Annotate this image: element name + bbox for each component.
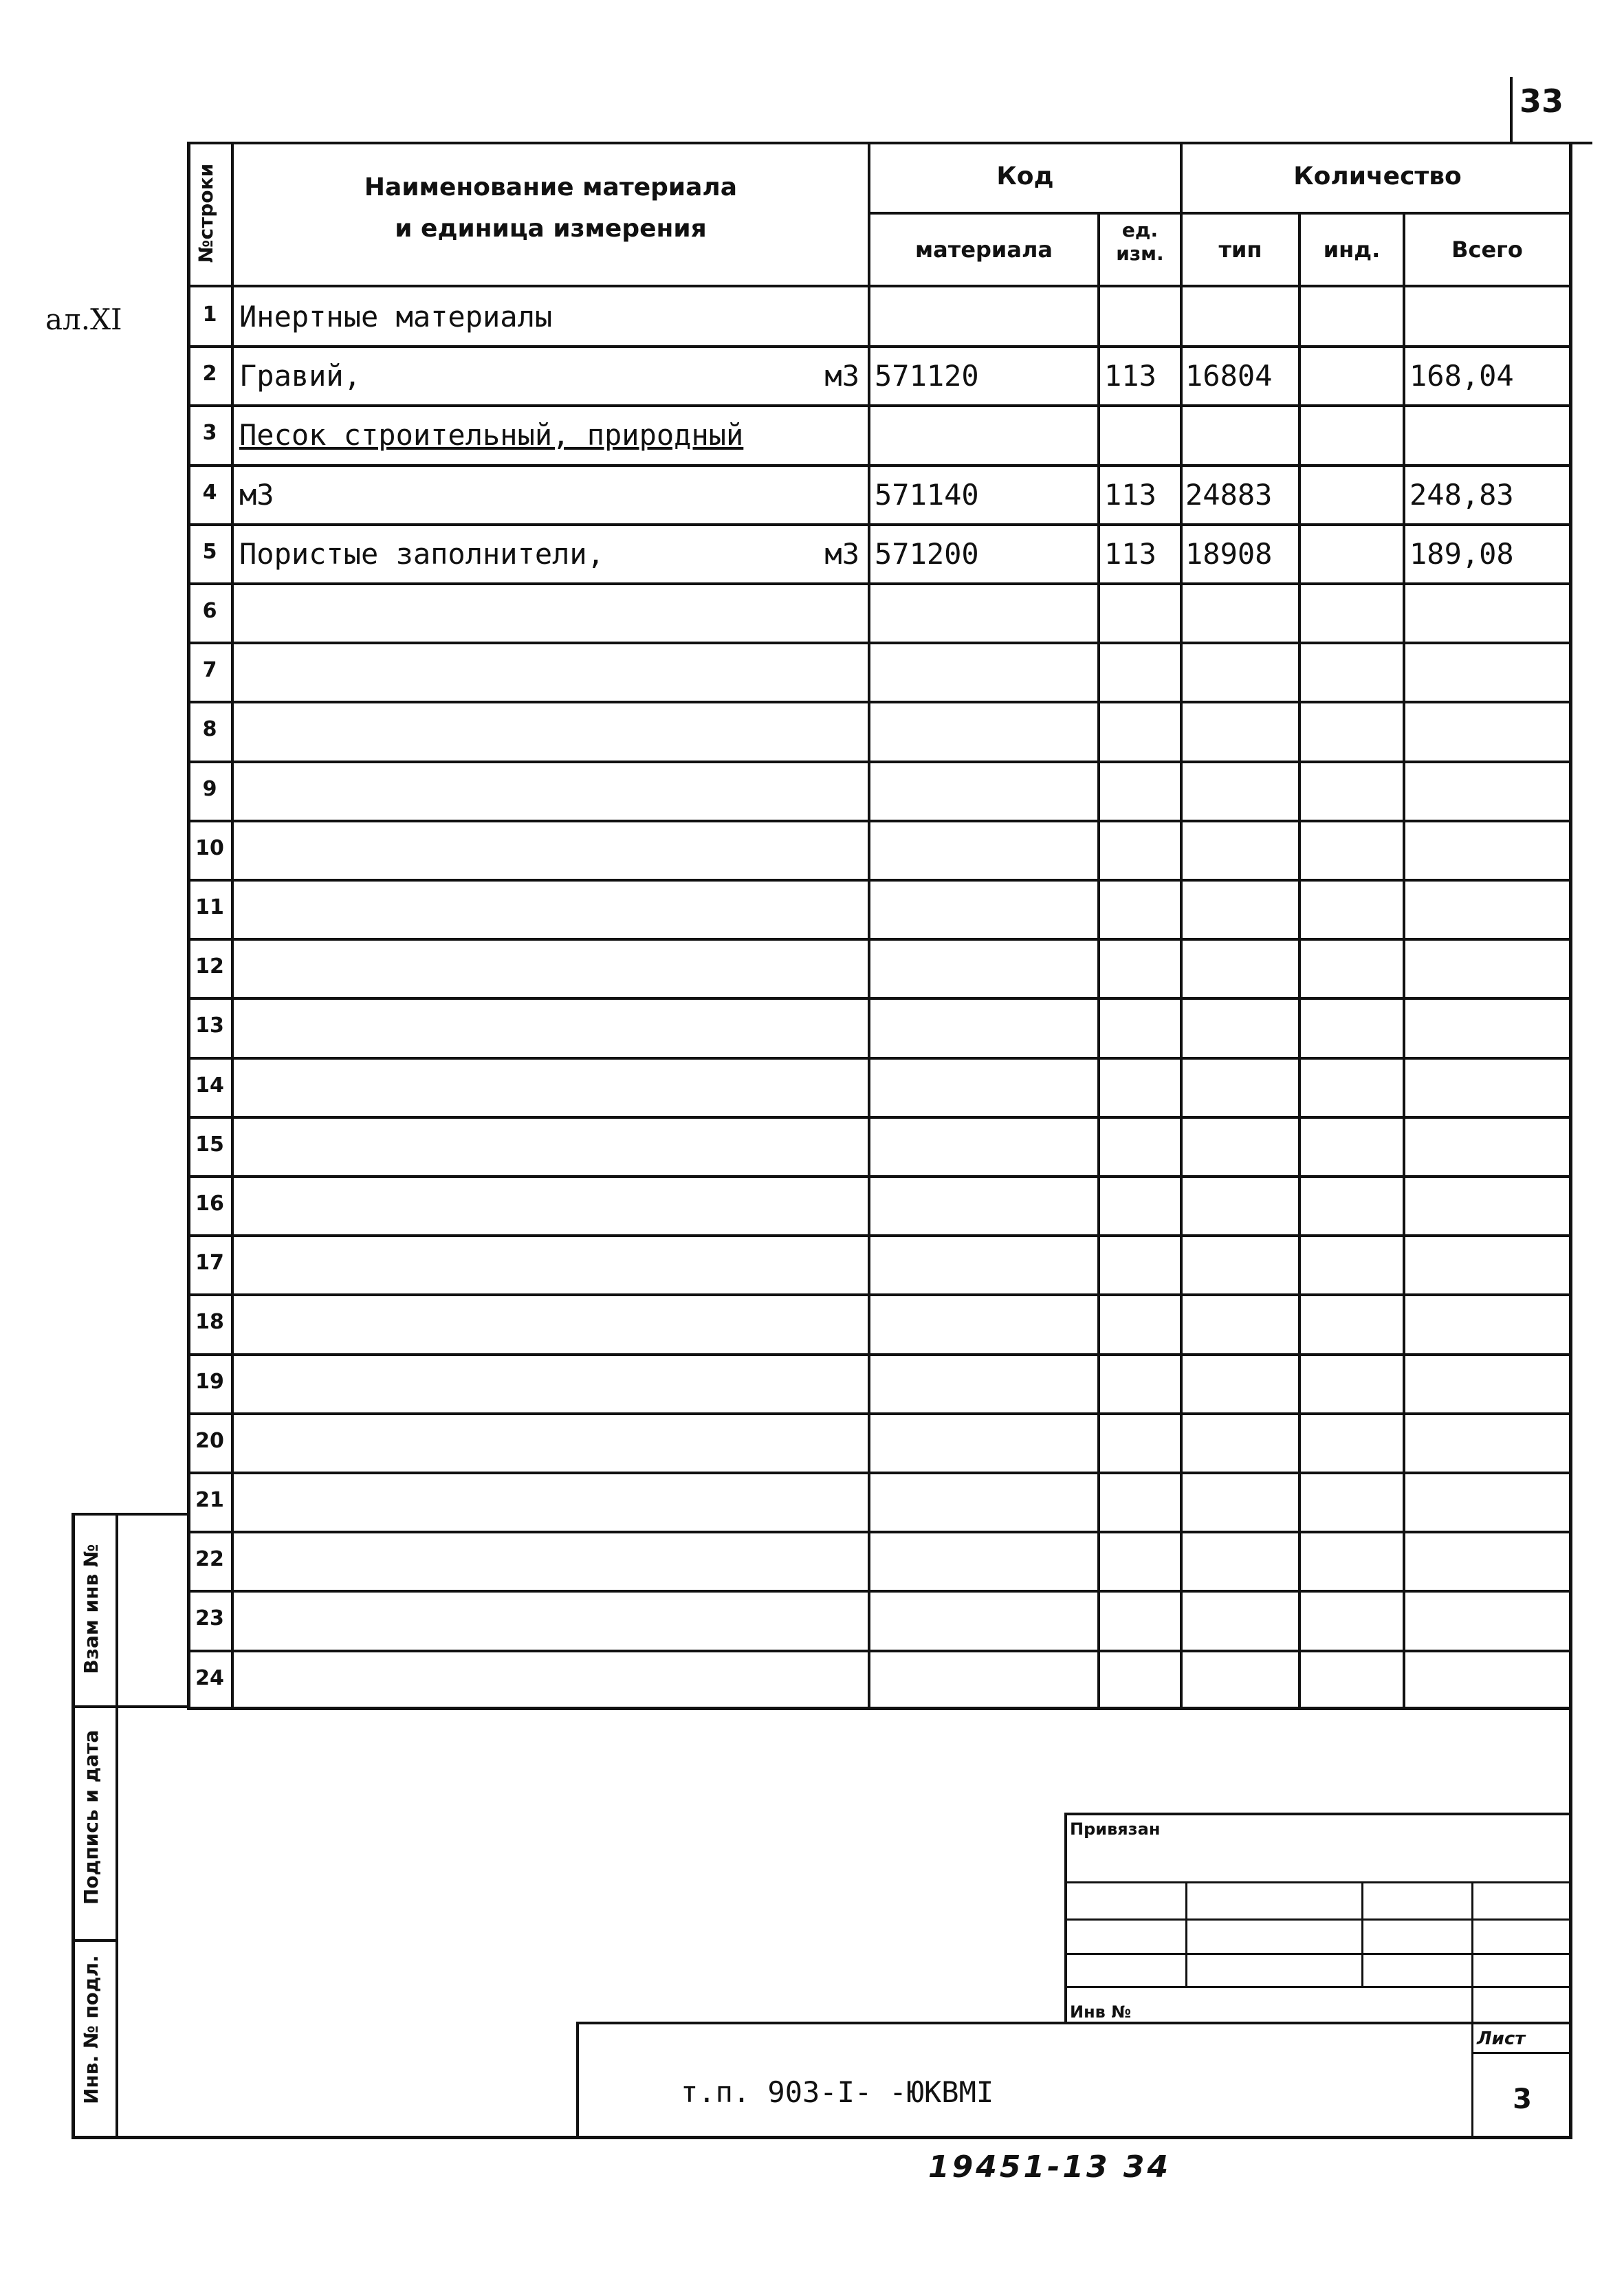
side-mark: ал.XI bbox=[45, 303, 122, 336]
row-number: 11 bbox=[195, 895, 224, 919]
code-material-header: материала bbox=[915, 237, 1053, 263]
row-divider bbox=[187, 1234, 1572, 1237]
row-number: 16 bbox=[195, 1192, 224, 1216]
cell-unit: м3 bbox=[824, 536, 859, 571]
cell-total: 168,04 bbox=[1409, 359, 1514, 393]
row-divider bbox=[187, 464, 1572, 467]
row-divider bbox=[187, 820, 1572, 822]
qty-type-header: тип bbox=[1218, 237, 1262, 263]
cell-code: 571200 bbox=[875, 536, 979, 571]
cell-name: Песок строительный, природный bbox=[239, 418, 744, 452]
cell-unit: м3 bbox=[824, 359, 859, 393]
row-divider bbox=[187, 1175, 1572, 1178]
cell-name: Инертные материалы bbox=[239, 300, 553, 334]
cell-type: 16804 bbox=[1185, 359, 1273, 393]
row-number: 6 bbox=[202, 599, 217, 623]
row-number-header: №строки bbox=[195, 163, 217, 263]
page-number: 33 bbox=[1519, 83, 1564, 120]
vzam-inv-label: Взам инв № bbox=[80, 1544, 102, 1674]
row-divider bbox=[187, 1353, 1572, 1356]
row-divider bbox=[187, 1650, 1572, 1652]
row-divider bbox=[187, 582, 1572, 585]
row-number: 2 bbox=[202, 362, 217, 386]
cell-code: 571140 bbox=[875, 477, 979, 512]
cell-total: 189,08 bbox=[1409, 536, 1514, 571]
row-number: 15 bbox=[195, 1132, 224, 1157]
row-divider bbox=[187, 701, 1572, 703]
row-divider bbox=[187, 1412, 1572, 1415]
row-divider bbox=[187, 1057, 1572, 1060]
cell-unit-code: 113 bbox=[1104, 359, 1156, 393]
inv-no-label: Инв № bbox=[1070, 2002, 1132, 2022]
row-number: 18 bbox=[195, 1310, 224, 1335]
quantity-header: Количество bbox=[1293, 162, 1462, 190]
row-divider bbox=[187, 879, 1572, 882]
row-number: 21 bbox=[195, 1488, 224, 1512]
row-divider bbox=[187, 938, 1572, 941]
row-divider bbox=[187, 1590, 1572, 1593]
sheet-label: Лист bbox=[1477, 2029, 1526, 2049]
cell-type: 24883 bbox=[1185, 477, 1273, 512]
cell-code: 571120 bbox=[875, 359, 979, 393]
row-number: 3 bbox=[202, 421, 217, 446]
document-designation: т.п. 903-I- -ЮКВМI bbox=[681, 2075, 994, 2109]
cell-type: 18908 bbox=[1185, 536, 1273, 571]
code-header: Код bbox=[996, 162, 1054, 190]
row-number: 13 bbox=[195, 1014, 224, 1038]
row-divider bbox=[187, 1472, 1572, 1474]
name-header-line2: и единица измерения bbox=[395, 215, 707, 243]
row-divider bbox=[187, 404, 1572, 407]
row-number: 14 bbox=[195, 1073, 224, 1097]
row-number: 12 bbox=[195, 954, 224, 979]
row-number: 4 bbox=[202, 480, 217, 505]
row-number: 8 bbox=[202, 717, 217, 742]
row-divider bbox=[187, 997, 1572, 1000]
row-divider bbox=[187, 523, 1572, 526]
handwritten-footer: 19451-13 34 bbox=[928, 2150, 1172, 2185]
row-divider bbox=[187, 761, 1572, 763]
row-number: 24 bbox=[195, 1665, 224, 1690]
cell-total: 248,83 bbox=[1409, 477, 1514, 512]
signature-date-label: Подпись и дата bbox=[80, 1729, 102, 1905]
cell-unit-code: 113 bbox=[1104, 536, 1156, 571]
privyazan-label: Привязан bbox=[1070, 1819, 1161, 1839]
row-number: 22 bbox=[195, 1547, 224, 1572]
row-divider bbox=[187, 345, 1572, 348]
row-number: 23 bbox=[195, 1606, 224, 1631]
row-number: 17 bbox=[195, 1251, 224, 1276]
row-number: 7 bbox=[202, 658, 217, 683]
sheet-number: 3 bbox=[1513, 2084, 1532, 2115]
row-divider bbox=[187, 1707, 1572, 1710]
row-divider bbox=[187, 1116, 1572, 1119]
row-number: 5 bbox=[202, 539, 217, 564]
cell-unit-code: 113 bbox=[1104, 477, 1156, 512]
inv-podl-label: Инв. № подл. bbox=[80, 1955, 102, 2104]
row-number: 1 bbox=[202, 303, 217, 327]
qty-ind-header: инд. bbox=[1323, 237, 1381, 263]
row-divider bbox=[187, 1293, 1572, 1296]
row-divider bbox=[187, 1531, 1572, 1533]
row-number: 9 bbox=[202, 776, 217, 801]
qty-total-header: Всего bbox=[1451, 237, 1523, 263]
code-unit-header: ед. изм. bbox=[1116, 219, 1164, 265]
row-number: 20 bbox=[195, 1428, 224, 1453]
cell-name: Пористые заполнители, bbox=[239, 536, 605, 571]
cell-name: Гравий, bbox=[239, 359, 362, 393]
cell-name: м3 bbox=[239, 477, 274, 512]
row-number: 10 bbox=[195, 835, 224, 860]
row-number: 19 bbox=[195, 1369, 224, 1394]
name-header-line1: Наименование материала bbox=[364, 173, 738, 201]
row-divider bbox=[187, 642, 1572, 644]
